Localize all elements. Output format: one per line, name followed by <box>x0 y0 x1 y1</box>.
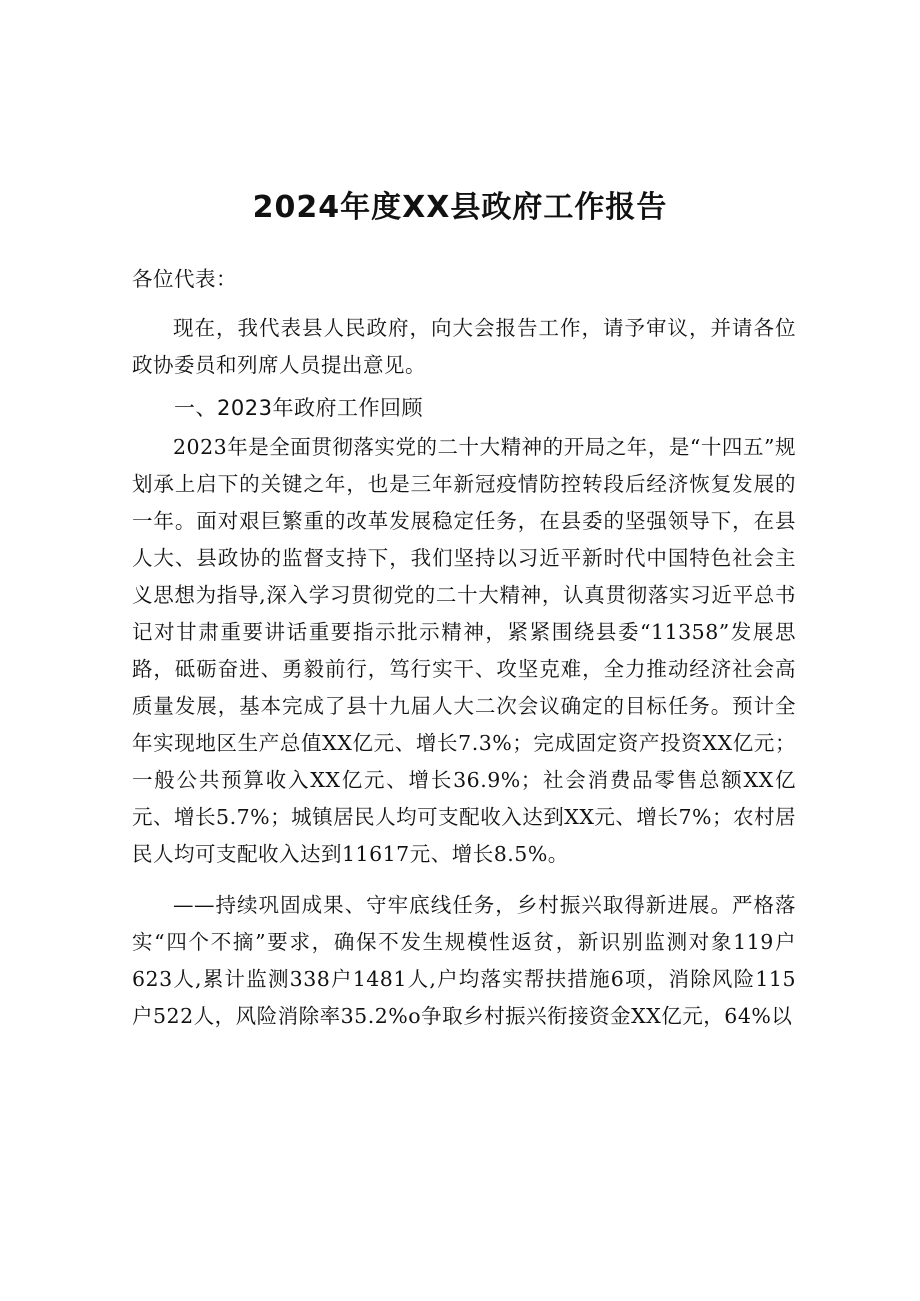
document-body <box>132 261 796 1035</box>
document-title: 2024年度XX县政府工作报告 <box>252 190 668 226</box>
intro-paragraph: 现在，我代表县人民政府，向大会报告工作，请予审议，并请各位政协委员和列席人员提出意见。 <box>132 316 796 377</box>
rural-revitalization-paragraph: ——持续巩固成果、守牢底线任务，乡村振兴取得新进展。严格落实“四个不摘”要求，确保不发生规模性返贫，新识别监测对象119户623人,累计监测338户1481人,户均落实帮扶措施6项，消除风险115户522人，风险消除率35.2%o争取乡村振兴衔接资金XX亿元，64%以 <box>132 893 796 1028</box>
salutation: 各位代表： <box>132 267 237 291</box>
review-paragraph: 2023年是全面贯彻落实党的二十大精神的开局之年，是“十四五”规划承上启下的关键之年，也是三年新冠疫情防控转段后经济恢复发展的一年。面对艰巨繁重的改革发展稳定任务，在县委的坚强领导下，在县人大、县政协的监督支持下，我们坚持以习近平新时代中国特色社会主义思想为指导,深入学习贯彻党的二十大精神，认真贯彻落实习近平总书记对甘肃重要讲话重要指示批示精神，紧紧围绕县委“11358”发展思路，砥砺奋进、勇毅前行，笃行实干、攻坚克难，全力推动经济社会高质量发展，基本完成了县十九届人大二次会议确定的目标任务。预计全年实现地区生产总值XX亿元、增长7.3%；完成固定资产投资XX亿元；一般公共预算收入XX亿元、增长36.9%；社会消费品零售总额XX亿元、增长5.7%；城镇居民人均可支配收入达到XX元、增长7%；农村居民人均可支配收入达到11617元、增长8.5%。 <box>132 435 796 866</box>
section-heading: 一、2023年政府工作回顾 <box>174 396 423 420</box>
